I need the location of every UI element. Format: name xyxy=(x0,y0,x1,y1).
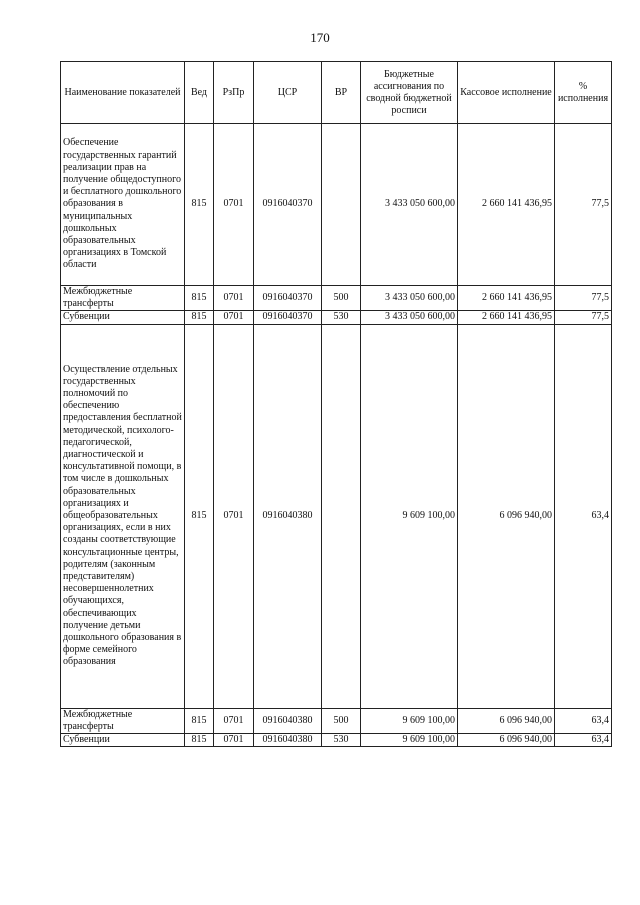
row-ved: 815 xyxy=(185,286,214,311)
page-number: 170 xyxy=(310,30,330,45)
table-row xyxy=(61,324,612,708)
row-vr: 500 xyxy=(322,286,361,311)
table-header-row xyxy=(61,62,612,124)
row-vr xyxy=(322,124,361,286)
row-csr: 0916040370 xyxy=(254,311,322,324)
row-cash-execution: 2 660 141 436,95 xyxy=(458,286,555,311)
row-csr: 0916040380 xyxy=(254,324,322,708)
row-ved: 815 xyxy=(185,311,214,324)
table-row xyxy=(61,311,612,324)
row-csr: 0916040370 xyxy=(254,286,322,311)
row-percent: 63,4 xyxy=(555,324,612,708)
row-vr xyxy=(322,324,361,708)
header-ved: Вед xyxy=(185,62,214,124)
header-vr: ВР xyxy=(322,62,361,124)
row-ved: 815 xyxy=(185,124,214,286)
header-name: Наименование показателей xyxy=(61,62,185,124)
row-name: Межбюджетные трансферты xyxy=(61,708,185,733)
row-rzpr: 0701 xyxy=(214,708,254,733)
header-csr: ЦСР xyxy=(254,62,322,124)
row-cash-execution: 6 096 940,00 xyxy=(458,324,555,708)
header-rzpr: РзПр xyxy=(214,62,254,124)
row-percent: 63,4 xyxy=(555,734,612,747)
row-assignments: 3 433 050 600,00 xyxy=(361,124,458,286)
row-vr: 530 xyxy=(322,311,361,324)
row-vr: 500 xyxy=(322,708,361,733)
row-cash-execution: 6 096 940,00 xyxy=(458,734,555,747)
row-percent: 77,5 xyxy=(555,311,612,324)
row-name: Обеспечение государственных гарантий реализации прав на получение общедоступного и бесплатного дошкольного образования в муниципальных дошкольных образовательных организациях в Томской области xyxy=(61,124,185,286)
row-rzpr: 0701 xyxy=(214,324,254,708)
row-rzpr: 0701 xyxy=(214,286,254,311)
row-ved: 815 xyxy=(185,708,214,733)
row-name: Субвенции xyxy=(61,311,185,324)
row-name: Межбюджетные трансферты xyxy=(61,286,185,311)
row-csr: 0916040370 xyxy=(254,124,322,286)
row-percent: 77,5 xyxy=(555,124,612,286)
row-name: Субвенции xyxy=(61,734,185,747)
table-row xyxy=(61,286,612,311)
row-assignments: 3 433 050 600,00 xyxy=(361,286,458,311)
row-csr: 0916040380 xyxy=(254,734,322,747)
row-percent: 63,4 xyxy=(555,708,612,733)
row-assignments: 9 609 100,00 xyxy=(361,324,458,708)
table-row xyxy=(61,124,612,286)
table-row xyxy=(61,734,612,747)
row-vr: 530 xyxy=(322,734,361,747)
row-rzpr: 0701 xyxy=(214,311,254,324)
row-ved: 815 xyxy=(185,734,214,747)
budget-execution-table xyxy=(60,61,612,747)
row-cash-execution: 2 660 141 436,95 xyxy=(458,124,555,286)
row-assignments: 3 433 050 600,00 xyxy=(361,311,458,324)
row-csr: 0916040380 xyxy=(254,708,322,733)
row-assignments: 9 609 100,00 xyxy=(361,734,458,747)
row-name: Осуществление отдельных государственных полномочий по обеспечению предоставления бесплатной методической, психолого-педагогической, диагностической и консультативной помощи, в том числе в дошкольных образовательных организациях и общеобразовательных организациях, если в них созданы соответствующие консультационные центры, родителям (законным представителям) несовершеннолетних обучающихся, обеспечивающих получение детьми дошкольного образования в форме семейного образования xyxy=(61,324,185,708)
row-rzpr: 0701 xyxy=(214,124,254,286)
row-cash-execution: 6 096 940,00 xyxy=(458,708,555,733)
row-rzpr: 0701 xyxy=(214,734,254,747)
table-row xyxy=(61,708,612,733)
row-percent: 77,5 xyxy=(555,286,612,311)
row-cash-execution: 2 660 141 436,95 xyxy=(458,311,555,324)
header-cash-execution: Кассовое исполнение xyxy=(458,62,555,124)
row-assignments: 9 609 100,00 xyxy=(361,708,458,733)
row-ved: 815 xyxy=(185,324,214,708)
header-assignments: Бюджетные ассигнования по сводной бюджетной росписи xyxy=(361,62,458,124)
header-percent: % исполнения xyxy=(555,62,612,124)
